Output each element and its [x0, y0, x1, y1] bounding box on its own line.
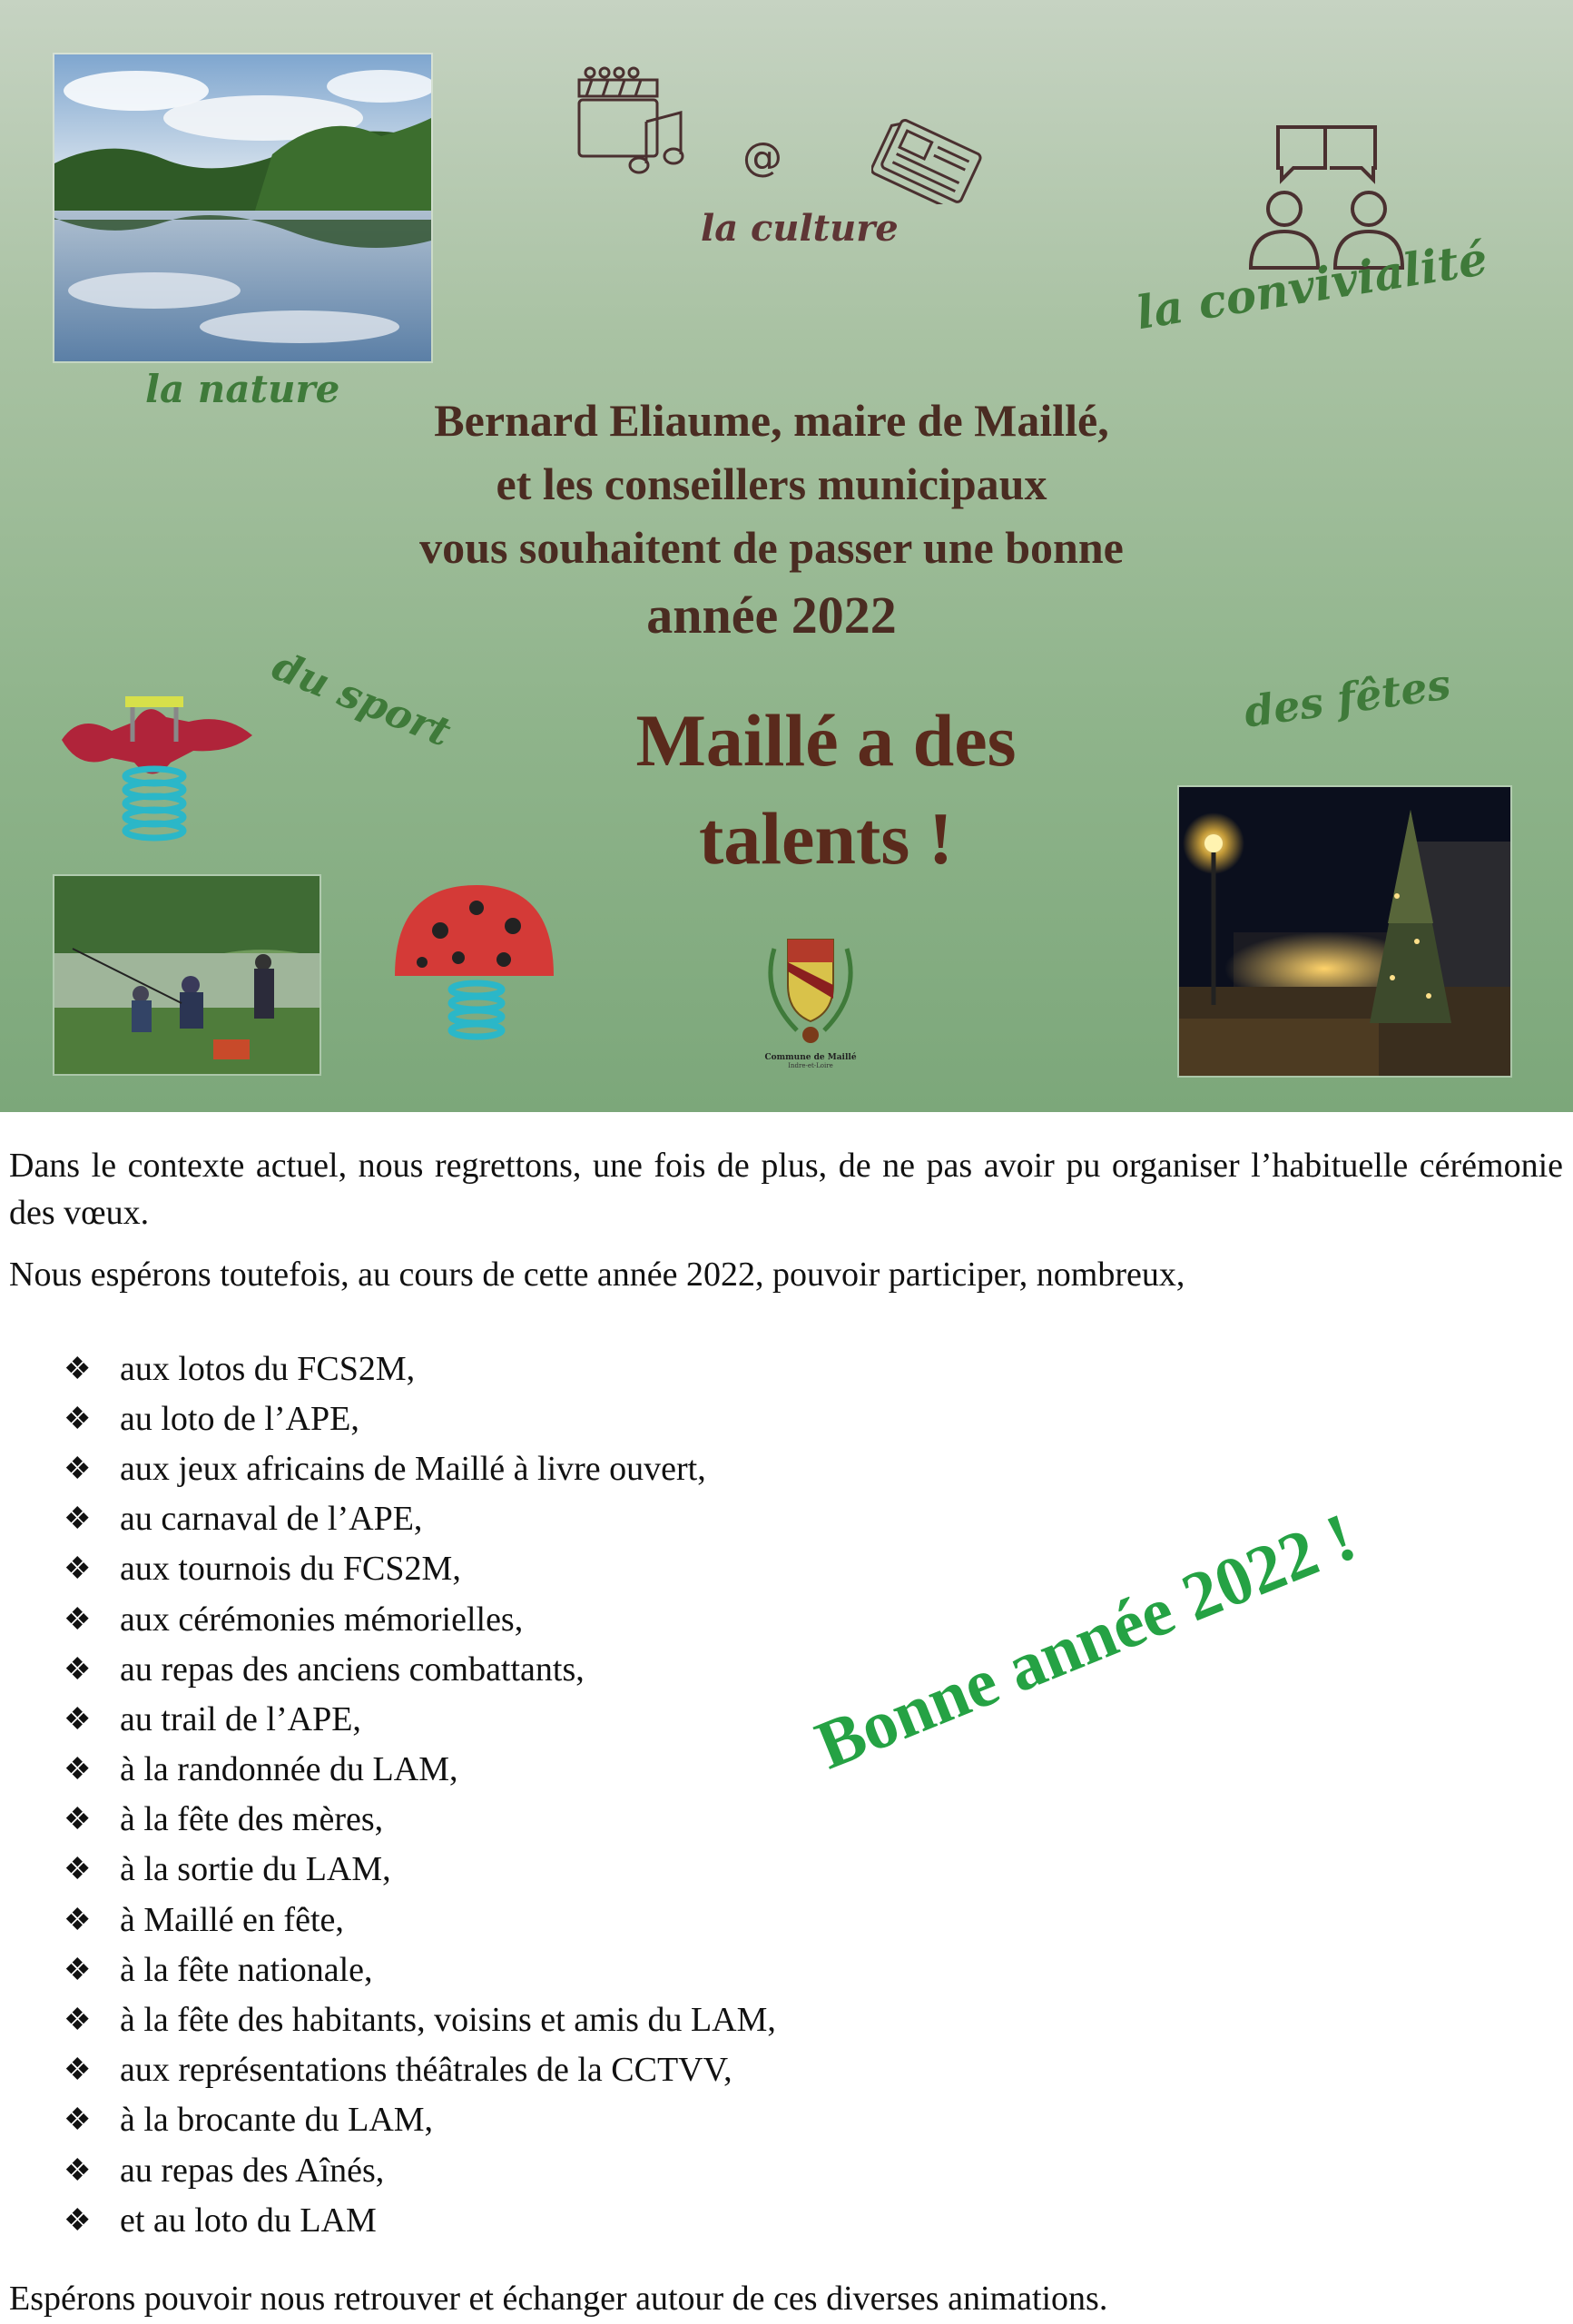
film-music-icon — [574, 64, 692, 182]
event-label: au carnaval de l’APE, — [120, 1500, 423, 1539]
bullet-icon: ❖ — [64, 2103, 92, 2138]
bullet-icon: ❖ — [64, 1702, 92, 1737]
letter-body — [9, 1142, 1563, 1298]
list-item — [64, 1745, 776, 1795]
bullet-icon: ❖ — [64, 2203, 92, 2238]
heading-line: année 2022 — [646, 586, 897, 645]
crest-icon — [761, 921, 860, 1049]
newspaper-icon — [871, 118, 989, 204]
event-label: et au loto du LAM — [120, 2201, 377, 2240]
crest-caption: Commune de Maillé — [764, 1053, 857, 1062]
talents-tagline — [508, 692, 1144, 888]
bullet-icon: ❖ — [64, 1502, 92, 1537]
lead-paragraph: Nous espérons toutefois, au cours de cette année 2022, pouvoir participer, nombreux, — [9, 1256, 1185, 1294]
event-label: au repas des Aînés, — [120, 2151, 385, 2190]
list-item — [64, 1443, 776, 1493]
list-item — [64, 1945, 776, 1994]
header-banner — [0, 0, 1573, 1112]
list-item — [64, 2195, 776, 2245]
event-label: aux jeux africains de Maillé à livre ouvert, — [120, 1449, 706, 1488]
tagline-line: Maillé a des — [635, 699, 1017, 782]
mushroom-toy-image — [386, 876, 563, 1053]
bullet-icon: ❖ — [64, 1652, 92, 1687]
new-year-greeting: Bonne année 2022 ! — [805, 1498, 1366, 1785]
bullet-icon: ❖ — [64, 1803, 92, 1837]
event-label: à la fête nationale, — [120, 1950, 373, 1989]
list-item — [64, 1544, 776, 1594]
event-label: à la fête des habitants, voisins et amis du LAM, — [120, 2001, 776, 2040]
event-label: aux tournois du FCS2M, — [120, 1550, 461, 1589]
bullet-icon: ❖ — [64, 1853, 92, 1887]
bullet-icon: ❖ — [64, 2153, 92, 2188]
conviviality-label: la convivialité — [1132, 231, 1491, 340]
intro-paragraph: Dans le contexte actuel, nous regrettons, une fois de plus, de ne pas avoir pu organiser l’habituelle cérémonie des vœux. — [9, 1147, 1563, 1232]
list-item — [64, 1344, 776, 1393]
list-item — [64, 1795, 776, 1845]
event-label: à Maillé en fête, — [120, 1900, 344, 1939]
night-festivity-photo — [1177, 785, 1512, 1078]
list-item — [64, 1644, 776, 1694]
spring-rider-image — [44, 685, 261, 849]
list-item — [64, 2095, 776, 2145]
fishing-photo — [53, 874, 321, 1076]
heading-line: vous souhaitent de passer une bonne — [419, 522, 1124, 573]
list-item — [64, 2145, 776, 2195]
bullet-icon: ❖ — [64, 2053, 92, 2088]
bullet-icon: ❖ — [64, 1903, 92, 1937]
crest-subcaption: Indre-et-Loire — [788, 1062, 833, 1069]
event-label: à la fête des mères, — [120, 1800, 384, 1839]
lake-image — [54, 54, 431, 361]
heading-line: et les conseillers municipaux — [496, 458, 1047, 509]
list-item — [64, 2045, 776, 2095]
list-item — [64, 1594, 776, 1644]
event-label: au trail de l’APE, — [120, 1699, 361, 1738]
bullet-icon: ❖ — [64, 1552, 92, 1587]
festivities-label: des fêtes — [1241, 659, 1454, 737]
at-sign-icon: @ — [742, 134, 782, 181]
bullet-icon: ❖ — [64, 1352, 92, 1386]
list-item — [64, 1845, 776, 1895]
closing-paragraph: Espérons pouvoir nous retrouver et échanger autour de ces diverses animations. — [9, 2280, 1108, 2318]
nature-photo — [53, 53, 433, 363]
event-label: à la brocante du LAM, — [120, 2101, 434, 2140]
nature-label: la nature — [145, 367, 340, 411]
list-item — [64, 1895, 776, 1945]
mayor-greeting — [300, 389, 1244, 652]
bullet-icon: ❖ — [64, 2004, 92, 2038]
event-label: aux représentations théâtrales de la CCTVV, — [120, 2051, 732, 2090]
bullet-icon: ❖ — [64, 1753, 92, 1787]
event-label: à la sortie du LAM, — [120, 1850, 391, 1889]
bullet-icon: ❖ — [64, 1602, 92, 1637]
closing-block — [9, 2275, 1563, 2322]
events-list — [64, 1344, 776, 2245]
culture-label: la culture — [701, 207, 899, 250]
sport-label: du sport — [265, 643, 457, 756]
list-item — [64, 1494, 776, 1544]
bullet-icon: ❖ — [64, 1402, 92, 1436]
event-label: à la randonnée du LAM, — [120, 1750, 458, 1789]
event-label: au loto de l’APE, — [120, 1399, 359, 1438]
event-label: aux cérémonies mémorielles, — [120, 1600, 524, 1639]
bullet-icon: ❖ — [64, 1452, 92, 1486]
list-item — [64, 1694, 776, 1744]
heading-line: Bernard Eliaume, maire de Maillé, — [434, 395, 1109, 446]
bullet-icon: ❖ — [64, 1953, 92, 1987]
list-item — [64, 1393, 776, 1443]
coat-of-arms — [761, 921, 860, 1076]
event-label: au repas des anciens combattants, — [120, 1649, 585, 1689]
event-label: aux lotos du FCS2M, — [120, 1349, 416, 1388]
tagline-line: talents ! — [698, 797, 954, 880]
list-item — [64, 1994, 776, 2044]
